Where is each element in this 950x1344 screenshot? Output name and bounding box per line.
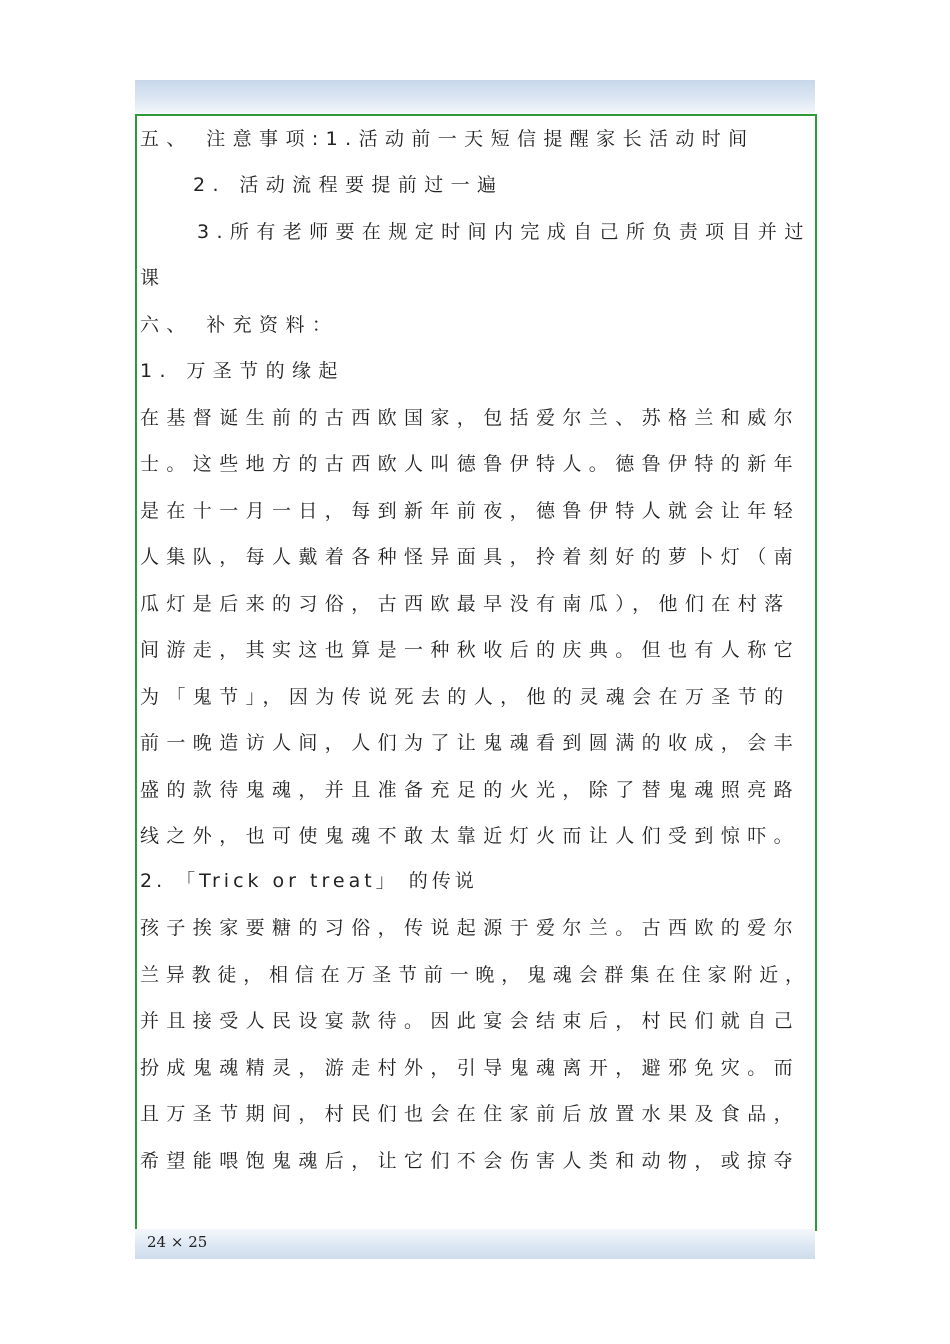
- text-line: 为「鬼节」，因为传说死去的人，他的灵魂会在万圣节的: [140, 686, 791, 708]
- text-line: 是在十一月一日，每到新年前夜，德鲁伊特人就会让年轻: [140, 500, 801, 522]
- page-size-label: 24 × 25: [147, 1233, 208, 1251]
- text-line: 3.所有老师要在规定时间内完成自己所负责项目并过: [197, 221, 811, 243]
- text-line: 并且接受人民设宴款待。因此宴会结束后，村民们就自己: [140, 1010, 801, 1032]
- text-line: 课: [140, 267, 167, 289]
- text-line: 且万圣节期间，村民们也会在住家前后放置水果及食品，: [140, 1103, 801, 1125]
- text-line: 瓜灯是后来的习俗，古西欧最早没有南瓜），他们在村落: [140, 593, 791, 615]
- text-line: 孩子挨家要糖的习俗，传说起源于爱尔兰。古西欧的爱尔: [140, 917, 801, 939]
- subsection-heading: 2. 「Trick or treat」 的传说: [140, 870, 478, 892]
- text-line: 间游走，其实这也算是一种秋收后的庆典。但也有人称它: [140, 639, 801, 661]
- text-line: 扮成鬼魂精灵，游走村外，引导鬼魂离开，避邪免灾。而: [140, 1057, 801, 1079]
- text-line: 兰异教徒，相信在万圣节前一晚，鬼魂会群集在住家附近，: [140, 964, 811, 986]
- text-line: 前一晚造访人间，人们为了让鬼魂看到圆满的收成，会丰: [140, 732, 801, 754]
- text-line: 人集队，每人戴着各种怪异面具，拎着刻好的萝卜灯（南: [140, 546, 801, 568]
- text-line: 线之外，也可使鬼魂不敢太靠近灯火而让人们受到惊吓。: [140, 825, 801, 847]
- text-line: 希望能喂饱鬼魂后，让它们不会伤害人类和动物，或掠夺: [140, 1150, 801, 1172]
- text-line: 士。这些地方的古西欧人叫德鲁伊特人。德鲁伊特的新年: [140, 453, 801, 475]
- text-line: 五、 注意事项:1.活动前一天短信提醒家长活动时间: [140, 128, 755, 150]
- text-line: 2. 活动流程要提前过一遍: [193, 174, 504, 196]
- section-heading: 六、 补充资料：: [140, 314, 339, 336]
- text-line: 盛的款待鬼魂，并且准备充足的火光，除了替鬼魂照亮路: [140, 779, 801, 801]
- footer-band: [135, 1229, 815, 1259]
- subsection-heading: 1. 万圣节的缘起: [140, 360, 345, 382]
- text-line: 在基督诞生前的古西欧国家，包括爱尔兰、苏格兰和威尔: [140, 407, 801, 429]
- header-band: [135, 80, 815, 114]
